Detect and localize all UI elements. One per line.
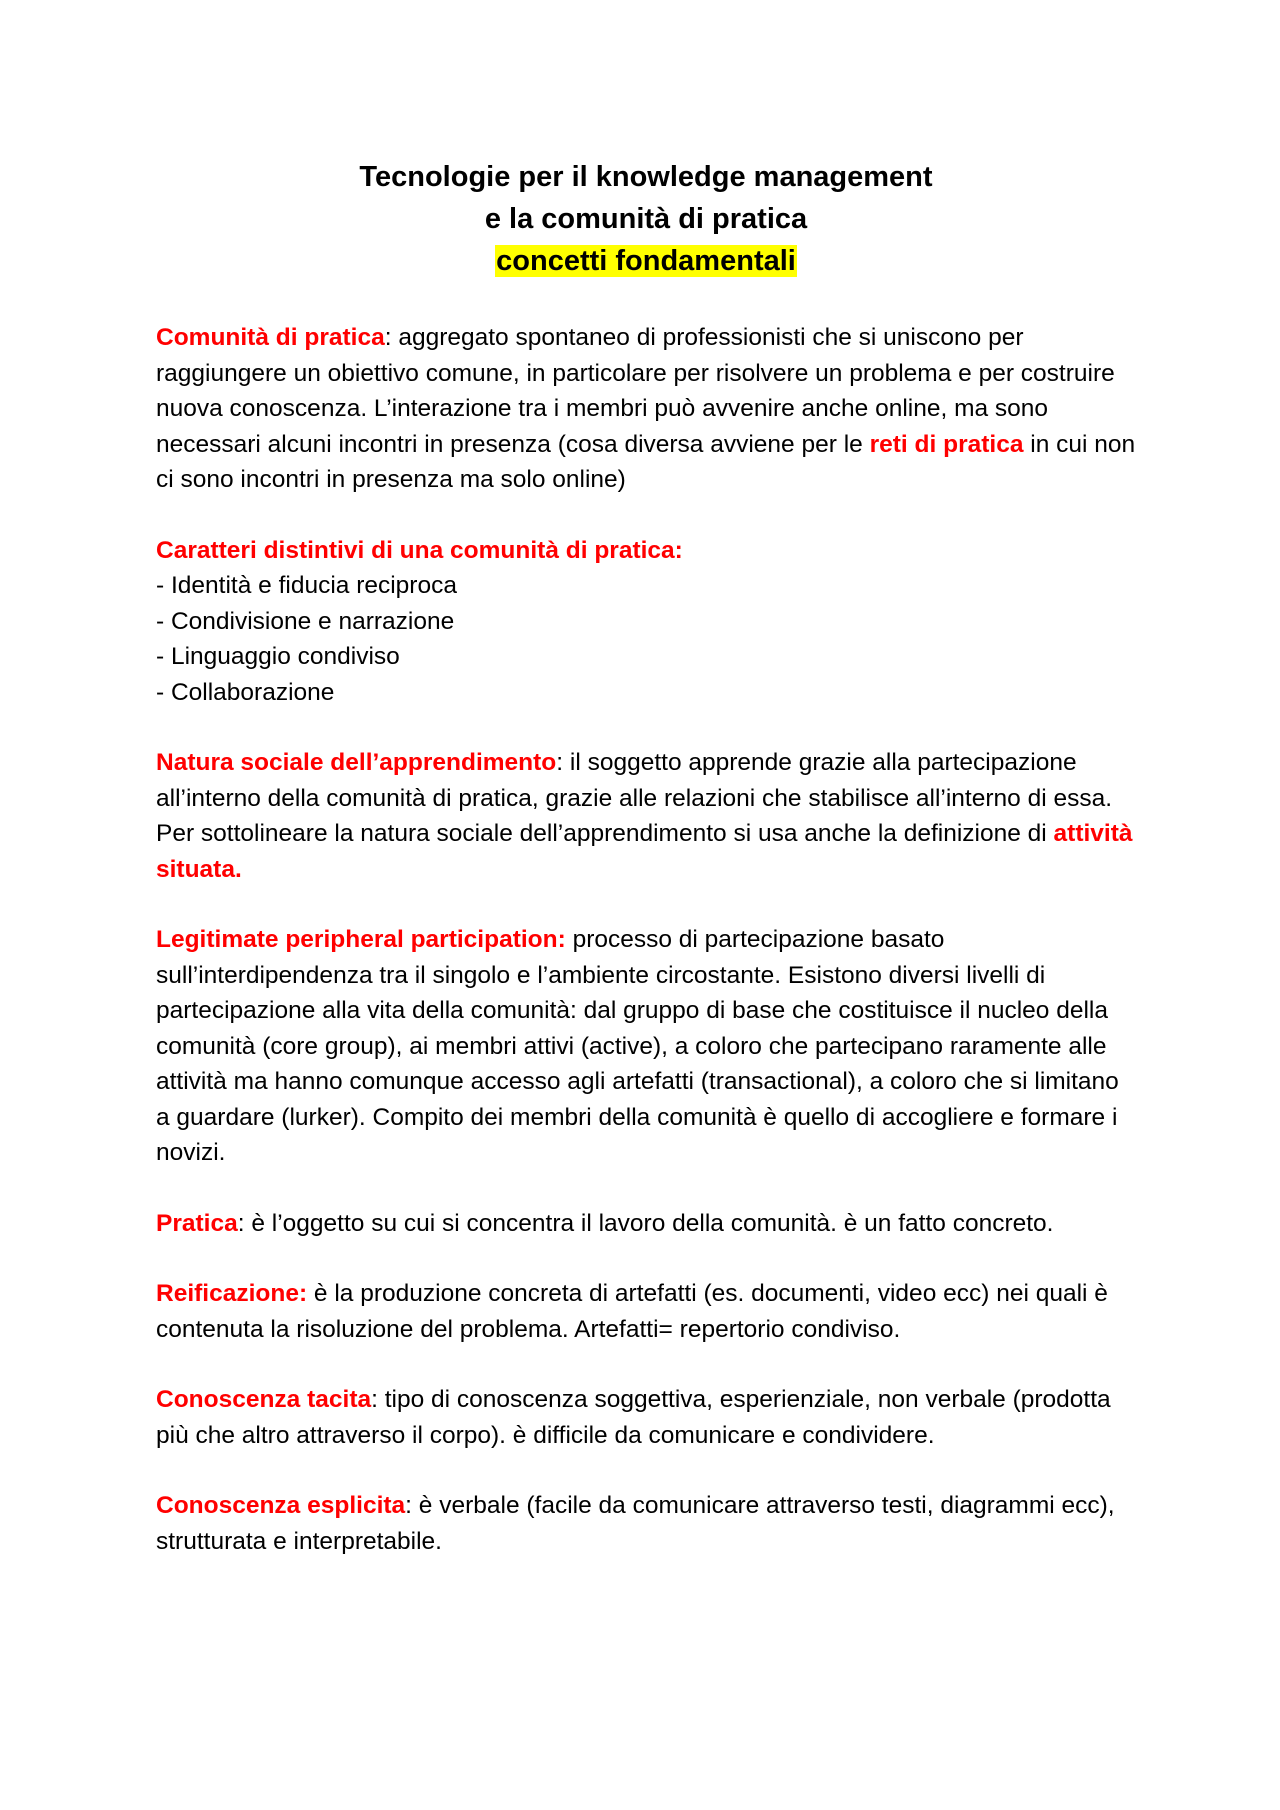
- term-caratteri-distintivi: Caratteri distintivi di una comunità di pratica:: [156, 536, 683, 564]
- definition-text: : il soggetto apprende grazie alla partecipazione all’interno della comunità di pratica, grazie alle relazioni che stabilisce all’interno di essa. Per sottolineare la natura sociale dell’apprendimento si usa anche la definizione di: [156, 749, 1113, 847]
- term-conoscenza-tacita: Conoscenza tacita: [156, 1386, 372, 1413]
- definition-text: processo di partecipazione basato sull’interdipendenza tra il singolo e l’ambiente circostante. Esistono diversi livelli di partecipazione alla vita della comunità: dal gruppo di base che costituisce il nucleo della comunità (core group), ai membri attivi (active), a coloro che partecipano raramente alle attività ma hanno comunque accesso agli artefatti (transactional), a coloro che si limitano a guardare (lurker). Compito dei membri della comunità è quello di accogliere e formare i novizi.: [156, 926, 1119, 1166]
- section-conoscenza-tacita: [156, 1382, 1136, 1453]
- definition-text: : è verbale (facile da comunicare attraverso testi, diagrammi ecc), strutturata e interpretabile.: [156, 1492, 1115, 1555]
- section-comunita-di-pratica: [156, 320, 1136, 498]
- list-item: - Collaborazione: [156, 678, 335, 706]
- term-reti-di-pratica: reti di pratica: [869, 430, 1024, 458]
- list-item: - Identità e fiducia reciproca: [156, 572, 457, 599]
- document-title: [156, 156, 1136, 282]
- definition-text: in cui non ci sono incontri in presenza ma solo online): [156, 430, 1136, 493]
- term-comunita-di-pratica: Comunità di pratica: [156, 324, 385, 351]
- definition-text: : tipo di conoscenza soggettiva, esperienziale, non verbale (prodotta più che altro attraverso il corpo). è difficile da comunicare e condividere.: [156, 1386, 1111, 1449]
- section-legitimate-peripheral-participation: [156, 922, 1136, 1171]
- term-legitimate-peripheral-participation: Legitimate peripheral participation:: [156, 926, 566, 953]
- section-pratica: [156, 1206, 1136, 1242]
- list-item: - Condivisione e narrazione: [156, 607, 455, 635]
- list-item: - Linguaggio condiviso: [156, 643, 400, 670]
- term-pratica: Pratica: [156, 1209, 238, 1237]
- definition-text: : aggregato spontaneo di professionisti che si uniscono per raggiungere un obiettivo comune, in particolare per risolvere un problema e per costruire nuova conoscenza. L’interazione tra i membri può avvenire anche online, ma sono necessari alcuni incontri in presenza (cosa diversa avviene per le: [156, 324, 1115, 458]
- definition-text: : è l’oggetto su cui si concentra il lavoro della comunità. è un fatto concreto.: [237, 1209, 1054, 1237]
- section-reificazione: [156, 1276, 1136, 1347]
- section-caratteri-distintivi: [156, 533, 1136, 711]
- term-attivita-situata: attività situata.: [156, 820, 1133, 883]
- title-highlight: concetti fondamentali: [496, 245, 796, 277]
- document-page: [156, 156, 1136, 1559]
- title-line-1: Tecnologie per il knowledge management: [359, 161, 933, 193]
- title-line-3: [156, 240, 1136, 282]
- term-reificazione: Reificazione:: [156, 1280, 308, 1307]
- title-line-2: e la comunità di pratica: [484, 203, 808, 235]
- term-conoscenza-esplicita: Conoscenza esplicita: [156, 1492, 406, 1519]
- section-natura-sociale: [156, 745, 1136, 887]
- term-natura-sociale: Natura sociale dell’apprendimento: [156, 749, 557, 776]
- definition-text: è la produzione concreta di artefatti (es. documenti, video ecc) nei quali è contenuta la risoluzione del problema. Artefatti= repertorio condiviso.: [156, 1280, 1108, 1343]
- section-conoscenza-esplicita: [156, 1488, 1136, 1559]
